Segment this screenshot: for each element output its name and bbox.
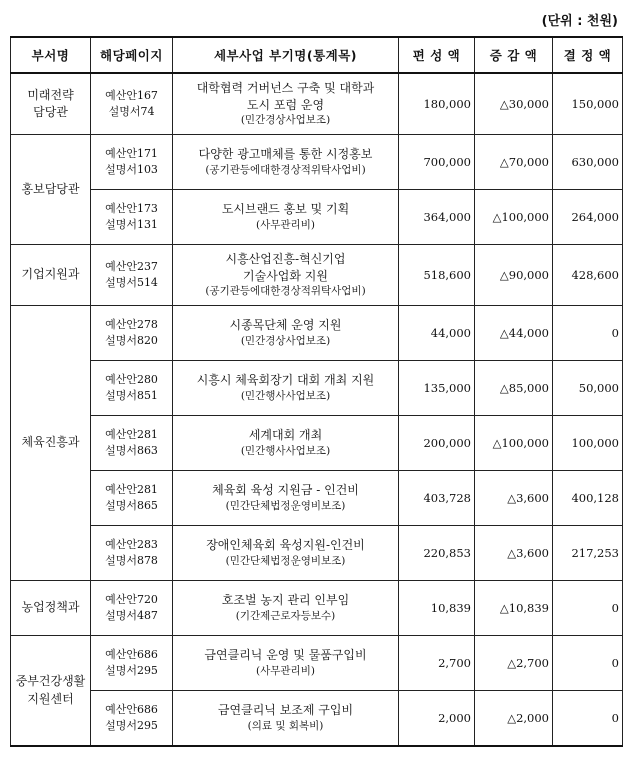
table-row <box>11 361 623 416</box>
project-category: (공기관등에대한경상적위탁사업비) <box>205 285 366 298</box>
project-cell <box>173 636 399 691</box>
compiled-amount-cell: 180,000 <box>399 73 475 135</box>
header-dept: 부서명 <box>11 37 91 73</box>
page-ref-line: 설명서514 <box>105 276 158 289</box>
table-row <box>11 691 623 747</box>
project-name-line: 시종목단체 운영 지원 <box>229 318 342 333</box>
project-cell <box>173 306 399 361</box>
change-amount-cell: △2,000 <box>475 691 553 747</box>
project-cell <box>173 361 399 416</box>
page-ref-line: 설명서295 <box>105 719 158 732</box>
header-compiled: 편 성 액 <box>399 37 475 73</box>
compiled-amount-cell: 364,000 <box>399 190 475 245</box>
project-category: (민간경상사업보조) <box>240 335 331 348</box>
project-cell <box>173 691 399 747</box>
project-name-line: 호조벌 농지 관리 인부임 <box>221 593 350 608</box>
change-amount-cell: △85,000 <box>475 361 553 416</box>
table-row <box>11 581 623 636</box>
table-row <box>11 306 623 361</box>
page-ref-cell <box>91 245 173 306</box>
decided-amount-cell: 0 <box>553 581 623 636</box>
decided-amount-cell: 0 <box>553 691 623 747</box>
table-row <box>11 416 623 471</box>
page-ref-cell <box>91 361 173 416</box>
project-category: (사무관리비) <box>256 219 315 232</box>
page-ref-line: 예산안281 <box>105 428 158 442</box>
page-ref-cell <box>91 190 173 245</box>
table-row <box>11 471 623 526</box>
header-page: 해당페이지 <box>91 37 173 73</box>
header-change: 증 감 액 <box>475 37 553 73</box>
budget-adjustment-table <box>10 36 623 747</box>
decided-amount-cell: 150,000 <box>553 73 623 135</box>
project-category: (기간제근로자등보수) <box>235 610 336 623</box>
table-row <box>11 135 623 190</box>
unit-label: (단위 : 천원) <box>541 14 618 29</box>
decided-amount-cell: 217,253 <box>553 526 623 581</box>
page-ref-cell <box>91 691 173 747</box>
page-ref-line: 예산안686 <box>105 648 158 662</box>
dept-name-line: 미래전략 <box>27 87 74 102</box>
change-amount-cell: △2,700 <box>475 636 553 691</box>
dept-cell <box>11 135 91 245</box>
project-name-line: 시흥시 체육회장기 대회 개최 지원 <box>196 373 375 388</box>
project-cell <box>173 416 399 471</box>
page-ref-line: 설명서487 <box>105 609 158 622</box>
decided-amount-cell: 630,000 <box>553 135 623 190</box>
change-amount-cell: △100,000 <box>475 416 553 471</box>
compiled-amount-cell: 2,000 <box>399 691 475 747</box>
compiled-amount-cell: 44,000 <box>399 306 475 361</box>
project-category: (민간행사사업보조) <box>240 445 331 458</box>
page-ref-line: 설명서74 <box>108 105 155 118</box>
change-amount-cell: △3,600 <box>475 471 553 526</box>
decided-amount-cell: 400,128 <box>553 471 623 526</box>
project-name-line: 대학협력 거버넌스 구축 및 대학과 <box>196 80 375 95</box>
page-ref-line: 예산안173 <box>105 202 158 216</box>
page-ref-line: 예산안280 <box>105 373 158 387</box>
compiled-amount-cell: 700,000 <box>399 135 475 190</box>
header-decided: 결 정 액 <box>553 37 623 73</box>
project-category: (공기관등에대한경상적위탁사업비) <box>205 164 366 177</box>
page-ref-line: 설명서863 <box>105 444 158 457</box>
project-name-line: 시흥산업진흥-혁신기업 <box>225 251 346 266</box>
project-cell <box>173 135 399 190</box>
page-ref-line: 설명서295 <box>105 664 158 677</box>
page-ref-line: 예산안281 <box>105 483 158 497</box>
change-amount-cell: △90,000 <box>475 245 553 306</box>
header-project: 세부사업 부기명(통계목) <box>173 37 399 73</box>
page-ref-line: 예산안171 <box>105 147 158 161</box>
project-name-line: 장애인체육회 육성지원-인건비 <box>206 538 365 553</box>
decided-amount-cell: 50,000 <box>553 361 623 416</box>
project-category: (민간단체법정운영비보조) <box>225 555 346 568</box>
table-row <box>11 190 623 245</box>
page-ref-line: 설명서865 <box>105 499 158 512</box>
page-ref-line: 예산안167 <box>105 89 158 103</box>
project-name-line: 금연클리닉 운영 및 물품구입비 <box>204 648 367 663</box>
dept-cell <box>11 306 91 581</box>
dept-name-line: 담당관 <box>33 105 68 119</box>
project-category: (민간행사사업보조) <box>240 390 331 403</box>
page-ref-cell <box>91 636 173 691</box>
project-category: (사무관리비) <box>256 665 315 678</box>
page-ref-line: 예산안720 <box>105 593 158 607</box>
page-ref-cell <box>91 471 173 526</box>
project-cell <box>173 581 399 636</box>
project-cell <box>173 471 399 526</box>
project-category: (민간단체법정운영비보조) <box>225 500 346 513</box>
page-ref-cell <box>91 306 173 361</box>
project-name-line: 도시 포럼 운영 <box>246 97 325 112</box>
page-ref-line: 설명서131 <box>105 218 158 231</box>
dept-name-line: 홍보담당관 <box>21 181 80 196</box>
page-ref-line: 예산안278 <box>105 318 158 332</box>
dept-cell <box>11 245 91 306</box>
page-ref-line: 예산안283 <box>105 538 158 552</box>
project-category: (민간경상사업보조) <box>240 114 331 127</box>
header-row <box>11 37 623 73</box>
project-cell <box>173 190 399 245</box>
table-body <box>11 73 623 746</box>
compiled-amount-cell: 518,600 <box>399 245 475 306</box>
change-amount-cell: △44,000 <box>475 306 553 361</box>
page-ref-cell <box>91 416 173 471</box>
compiled-amount-cell: 200,000 <box>399 416 475 471</box>
dept-name-line: 기업지원과 <box>21 267 80 282</box>
compiled-amount-cell: 403,728 <box>399 471 475 526</box>
page-ref-line: 설명서851 <box>105 389 158 402</box>
decided-amount-cell: 0 <box>553 306 623 361</box>
page-ref-line: 예산안686 <box>105 703 158 717</box>
change-amount-cell: △70,000 <box>475 135 553 190</box>
project-cell <box>173 526 399 581</box>
dept-cell <box>11 73 91 135</box>
page-ref-cell <box>91 526 173 581</box>
page-ref-line: 설명서820 <box>105 334 158 347</box>
table-row <box>11 526 623 581</box>
project-name-line: 체육회 육성 지원금 - 인건비 <box>212 483 359 498</box>
dept-name-line: 체육진흥과 <box>21 435 80 450</box>
change-amount-cell: △100,000 <box>475 190 553 245</box>
decided-amount-cell: 428,600 <box>553 245 623 306</box>
decided-amount-cell: 0 <box>553 636 623 691</box>
dept-cell <box>11 636 91 747</box>
project-cell <box>173 245 399 306</box>
compiled-amount-cell: 220,853 <box>399 526 475 581</box>
compiled-amount-cell: 10,839 <box>399 581 475 636</box>
project-name-line: 다양한 광고매체를 통한 시정홍보 <box>198 147 373 162</box>
project-name-line: 세계대회 개최 <box>248 428 323 443</box>
page-ref-line: 예산안237 <box>105 260 158 274</box>
project-cell <box>173 73 399 135</box>
change-amount-cell: △10,839 <box>475 581 553 636</box>
project-category: (의료 및 회복비) <box>247 720 324 733</box>
table-row <box>11 245 623 306</box>
decided-amount-cell: 100,000 <box>553 416 623 471</box>
project-name-line: 도시브랜드 홍보 및 기획 <box>221 202 350 217</box>
page-ref-cell <box>91 135 173 190</box>
project-name-line: 기술사업화 지원 <box>243 268 328 283</box>
change-amount-cell: △3,600 <box>475 526 553 581</box>
dept-name-line: 지원센터 <box>27 691 74 706</box>
dept-name-line: 농업정책과 <box>21 600 80 615</box>
project-name-line: 금연클리닉 보조제 구입비 <box>217 703 354 718</box>
page-ref-line: 설명서878 <box>105 554 158 567</box>
page-ref-cell <box>91 73 173 135</box>
change-amount-cell: △30,000 <box>475 73 553 135</box>
compiled-amount-cell: 135,000 <box>399 361 475 416</box>
compiled-amount-cell: 2,700 <box>399 636 475 691</box>
page-ref-line: 설명서103 <box>105 163 158 176</box>
decided-amount-cell: 264,000 <box>553 190 623 245</box>
page-ref-cell <box>91 581 173 636</box>
table-row <box>11 73 623 135</box>
dept-cell <box>11 581 91 636</box>
table-row <box>11 636 623 691</box>
dept-name-line: 중부건강생활 <box>15 674 86 689</box>
